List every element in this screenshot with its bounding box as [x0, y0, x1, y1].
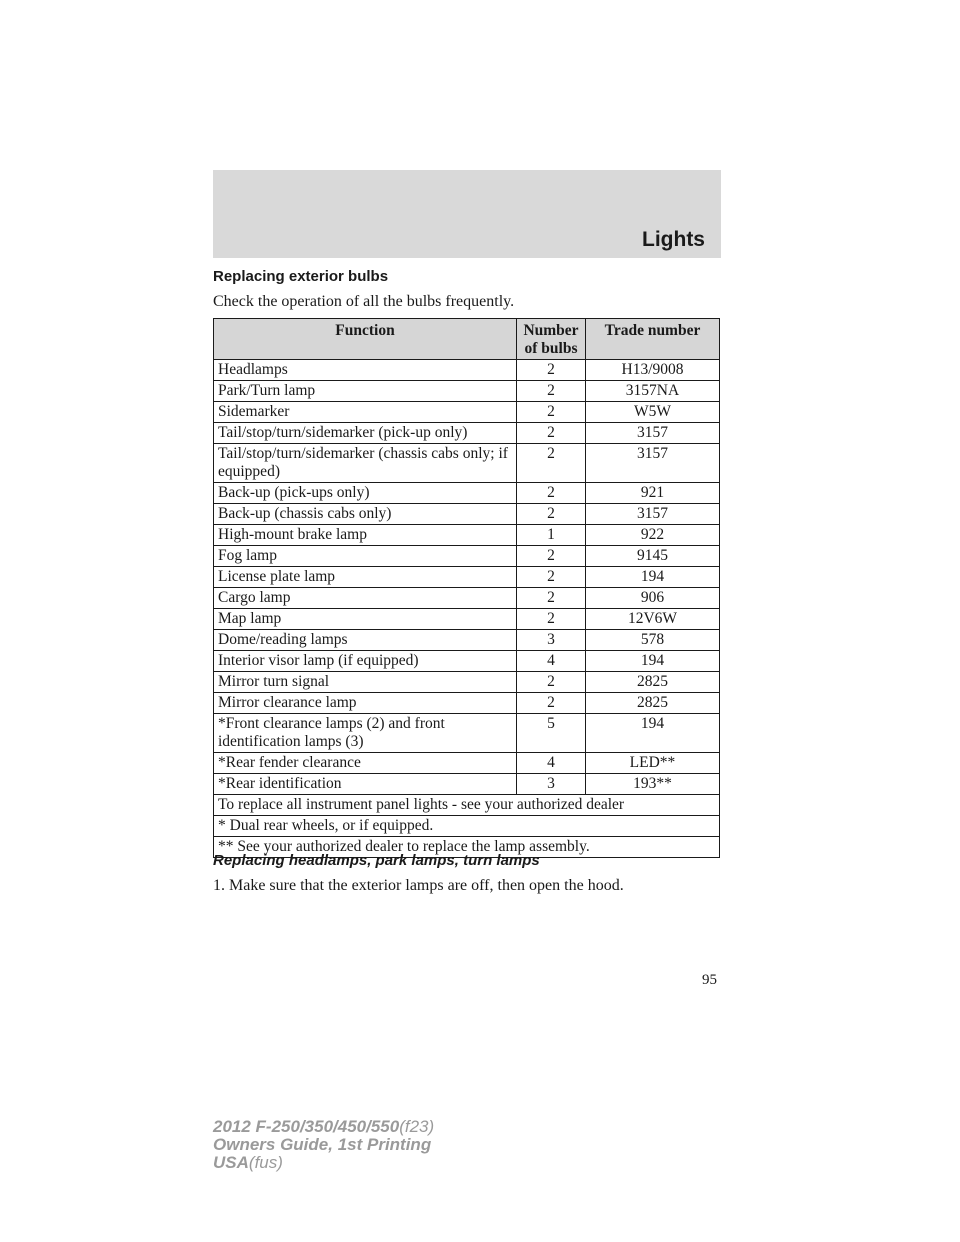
cell-number-of-bulbs: 2	[517, 360, 586, 381]
section-heading: Replacing exterior bulbs	[213, 268, 389, 285]
table-note-row	[214, 795, 720, 816]
cell-function: Tail/stop/turn/sidemarker (chassis cabs only; if equipped)	[214, 444, 517, 483]
cell-number-of-bulbs: 1	[517, 525, 586, 546]
table-body	[214, 360, 720, 858]
cell-function: Map lamp	[214, 609, 517, 630]
cell-function: High-mount brake lamp	[214, 525, 517, 546]
cell-trade-number: 12V6W	[586, 609, 720, 630]
cell-number-of-bulbs: 2	[517, 381, 586, 402]
cell-number-of-bulbs: 2	[517, 423, 586, 444]
table-row	[214, 651, 720, 672]
footer-model: 2012 F-250/350/450/550	[213, 1117, 400, 1136]
cell-trade-number: 921	[586, 483, 720, 504]
cell-trade-number: 2825	[586, 693, 720, 714]
cell-trade-number: 194	[586, 651, 720, 672]
step-1: 1. Make sure that the exterior lamps are off, then open the hood.	[213, 877, 624, 894]
cell-function: *Rear fender clearance	[214, 753, 517, 774]
cell-function: *Rear identification	[214, 774, 517, 795]
footer-model-code: (f23)	[399, 1117, 435, 1136]
cell-trade-number: 3157NA	[586, 381, 720, 402]
cell-trade-number: W5W	[586, 402, 720, 423]
cell-trade-number: 3157	[586, 423, 720, 444]
cell-function: Headlamps	[214, 360, 517, 381]
section-title: Lights	[642, 228, 705, 251]
page-number: 95	[702, 972, 717, 988]
table-note: ** See your authorized dealer to replace the lamp assembly.	[214, 837, 720, 858]
cell-function: License plate lamp	[214, 567, 517, 588]
table-header-row	[214, 319, 720, 360]
cell-number-of-bulbs: 5	[517, 714, 586, 753]
cell-number-of-bulbs: 2	[517, 402, 586, 423]
footer-guide: Owners Guide, 1st Printing	[213, 1135, 432, 1154]
cell-number-of-bulbs: 2	[517, 567, 586, 588]
footer-market-code: (fus)	[248, 1153, 283, 1172]
cell-number-of-bulbs: 2	[517, 483, 586, 504]
column-header-trade: Trade number	[586, 319, 720, 360]
cell-trade-number: 922	[586, 525, 720, 546]
cell-trade-number: 3157	[586, 444, 720, 483]
cell-number-of-bulbs: 2	[517, 444, 586, 483]
table-row	[214, 714, 720, 753]
table-row	[214, 753, 720, 774]
table-row	[214, 693, 720, 714]
table-row	[214, 381, 720, 402]
subheading: Replacing headlamps, park lamps, turn lamps	[213, 852, 540, 869]
table-row	[214, 402, 720, 423]
table-row	[214, 630, 720, 651]
cell-function: Interior visor lamp (if equipped)	[214, 651, 517, 672]
footer-market: USA	[213, 1153, 249, 1172]
cell-number-of-bulbs: 4	[517, 651, 586, 672]
cell-function: Mirror turn signal	[214, 672, 517, 693]
table-note: * Dual rear wheels, or if equipped.	[214, 816, 720, 837]
table-row	[214, 588, 720, 609]
cell-trade-number: 2825	[586, 672, 720, 693]
table-row	[214, 609, 720, 630]
bulb-table	[213, 318, 720, 858]
cell-trade-number: 194	[586, 567, 720, 588]
section-header-band	[213, 170, 721, 258]
cell-function: Sidemarker	[214, 402, 517, 423]
cell-number-of-bulbs: 2	[517, 672, 586, 693]
cell-function: *Front clearance lamps (2) and front identification lamps (3)	[214, 714, 517, 753]
cell-function: Park/Turn lamp	[214, 381, 517, 402]
cell-function: Dome/reading lamps	[214, 630, 517, 651]
cell-function: Tail/stop/turn/sidemarker (pick-up only)	[214, 423, 517, 444]
table-row	[214, 504, 720, 525]
cell-function: Fog lamp	[214, 546, 517, 567]
cell-trade-number: 9145	[586, 546, 720, 567]
column-header-function: Function	[214, 319, 517, 360]
table-row	[214, 672, 720, 693]
cell-number-of-bulbs: 4	[517, 753, 586, 774]
cell-function: Cargo lamp	[214, 588, 517, 609]
cell-number-of-bulbs: 3	[517, 774, 586, 795]
table-row	[214, 774, 720, 795]
cell-trade-number: 193**	[586, 774, 720, 795]
cell-number-of-bulbs: 2	[517, 588, 586, 609]
table-row	[214, 360, 720, 381]
table-row	[214, 525, 720, 546]
cell-number-of-bulbs: 2	[517, 609, 586, 630]
cell-function: Mirror clearance lamp	[214, 693, 517, 714]
table-row	[214, 423, 720, 444]
table-row	[214, 444, 720, 483]
table-note-row	[214, 816, 720, 837]
cell-number-of-bulbs: 2	[517, 693, 586, 714]
table-row	[214, 546, 720, 567]
cell-number-of-bulbs: 3	[517, 630, 586, 651]
cell-trade-number: 3157	[586, 504, 720, 525]
cell-number-of-bulbs: 2	[517, 504, 586, 525]
footer	[213, 1118, 434, 1172]
table-row	[214, 567, 720, 588]
column-header-number: Number of bulbs	[517, 319, 586, 360]
cell-trade-number: H13/9008	[586, 360, 720, 381]
table-note: To replace all instrument panel lights - see your authorized dealer	[214, 795, 720, 816]
cell-trade-number: LED**	[586, 753, 720, 774]
cell-number-of-bulbs: 2	[517, 546, 586, 567]
cell-trade-number: 578	[586, 630, 720, 651]
intro-text: Check the operation of all the bulbs frequently.	[213, 293, 515, 310]
cell-function: Back-up (pick-ups only)	[214, 483, 517, 504]
cell-trade-number: 906	[586, 588, 720, 609]
cell-function: Back-up (chassis cabs only)	[214, 504, 517, 525]
cell-trade-number: 194	[586, 714, 720, 753]
table-row	[214, 483, 720, 504]
